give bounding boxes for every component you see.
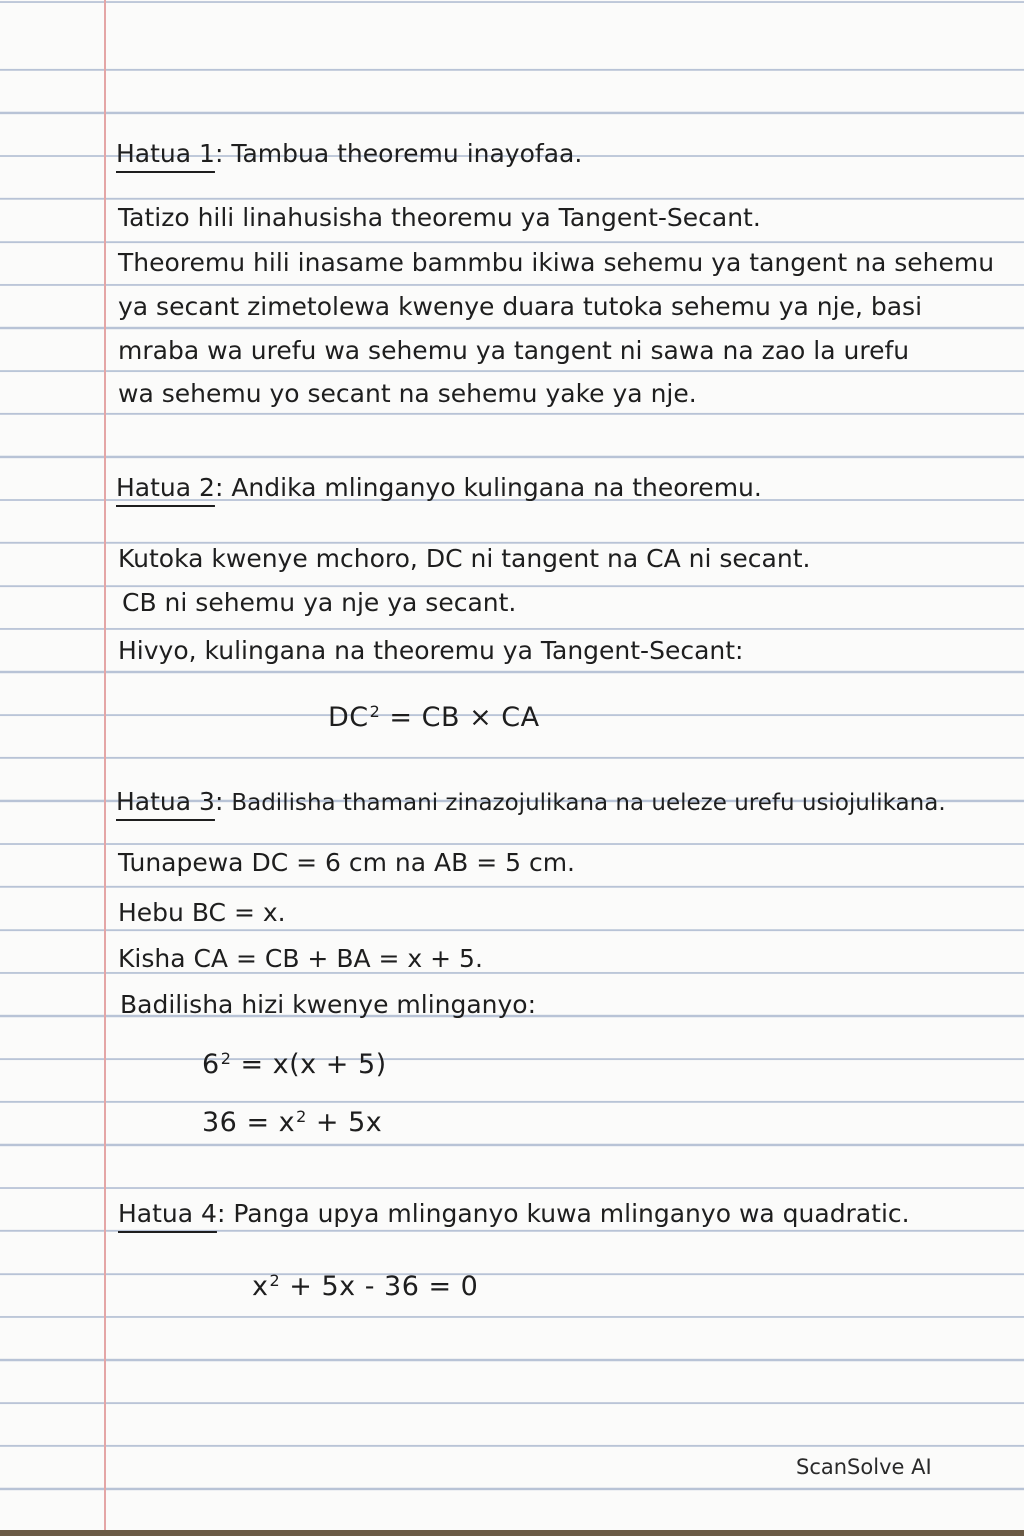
step-1-label: Hatua 1 — [116, 139, 215, 168]
equation-rest: + 5x — [306, 1107, 383, 1138]
watermark: ScanSolve AI — [796, 1455, 932, 1479]
step-3-line-3: Kisha CA = CB + BA = x + 5. — [118, 944, 483, 973]
step-3-equation-2 — [202, 1108, 382, 1138]
step-2-title: Andika mlinganyo kulingana na theoremu. — [231, 473, 762, 502]
step-4-label: Hatua 4 — [118, 1199, 217, 1228]
step-4-heading — [118, 1199, 910, 1229]
step-2-heading — [116, 473, 762, 503]
step-2-equation — [328, 703, 540, 733]
step-3-label: Hatua 3 — [116, 787, 215, 816]
step-3-heading — [116, 787, 946, 818]
step-1-line-2: Theoremu hili inasame bammbu ikiwa sehemu ya tangent na sehemu — [118, 248, 995, 277]
equation-base: 36 = x — [202, 1107, 296, 1138]
equation-exponent: 2 — [369, 702, 381, 721]
step-2-line-2: CB ni sehemu ya nje ya secant. — [122, 588, 517, 617]
step-2-label: Hatua 2 — [116, 473, 215, 502]
step-1-title: Tambua theoremu inayofaa. — [231, 139, 583, 168]
step-3-line-2: Hebu BC = x. — [118, 898, 286, 927]
step-3-line-1: Tunapewa DC = 6 cm na AB = 5 cm. — [118, 848, 575, 877]
equation-exponent: 2 — [269, 1271, 281, 1290]
step-1-line-5: wa sehemu yo secant na sehemu yake ya nje. — [118, 379, 697, 408]
equation-base: DC — [328, 702, 369, 733]
step-2-line-1: Kutoka kwenye mchoro, DC ni tangent na CA ni secant. — [118, 544, 811, 573]
step-1-colon: : — [214, 139, 232, 168]
step-1-line-1: Tatizo hili linahusisha theoremu ya Tangent-Secant. — [118, 203, 761, 232]
equation-exponent: 2 — [296, 1107, 307, 1126]
step-3-line-4: Badilisha hizi kwenye mlinganyo: — [120, 990, 537, 1019]
step-1-line-4: mraba wa urefu wa sehemu ya tangent ni sawa na zao la urefu — [118, 336, 910, 365]
equation-rest: + 5x - 36 = 0 — [280, 1271, 479, 1302]
step-3-colon: : — [214, 787, 232, 816]
equation-base: x — [252, 1271, 269, 1302]
step-3-title: Badilisha thamani zinazojulikana na ueleze urefu usiojulikana. — [231, 790, 946, 816]
step-1-heading — [116, 139, 582, 169]
equation-base: 6 — [202, 1049, 220, 1080]
step-4-equation — [252, 1272, 478, 1302]
step-4-title: Panga upya mlinganyo kuwa mlinganyo wa quadratic. — [233, 1199, 910, 1228]
margin-line — [104, 0, 106, 1530]
step-1-line-3: ya secant zimetolewa kwenye duara tutoka sehemu ya nje, basi — [118, 292, 923, 321]
equation-exponent: 2 — [220, 1049, 232, 1068]
step-2-colon: : — [214, 473, 232, 502]
equation-rest: = CB × CA — [380, 702, 540, 733]
step-3-equation-1 — [202, 1050, 387, 1080]
equation-rest: = x(x + 5) — [231, 1049, 387, 1080]
step-4-colon: : — [216, 1199, 234, 1228]
step-2-line-3: Hivyo, kulingana na theoremu ya Tangent-Secant: — [118, 636, 744, 665]
